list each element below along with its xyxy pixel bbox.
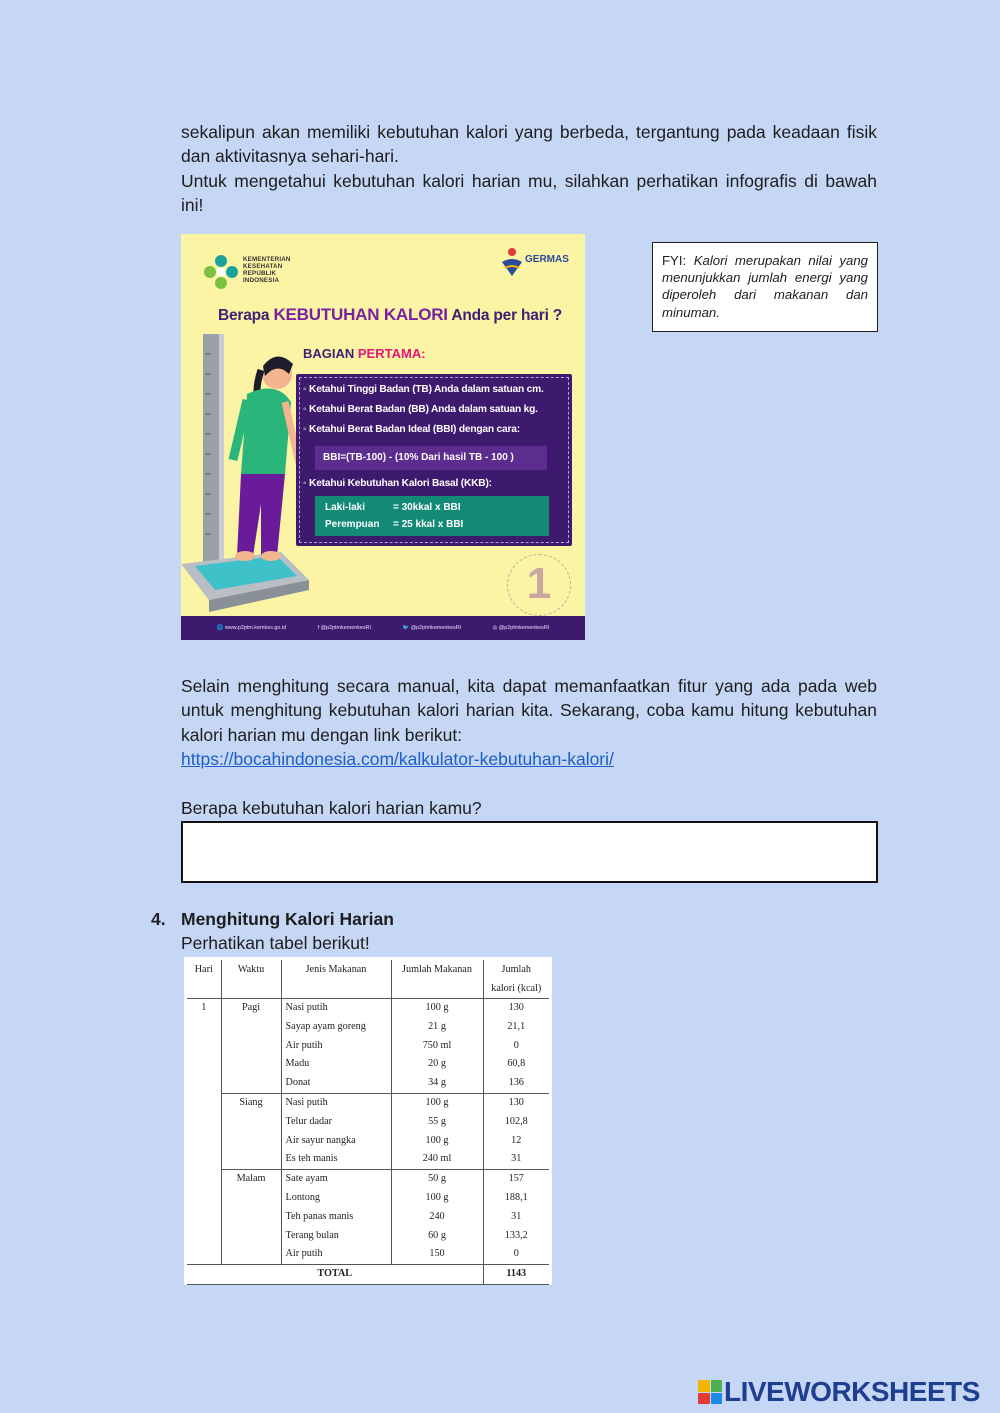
header-jenis: Jenis Makanan xyxy=(281,960,391,999)
liveworksheets-text: LIVEWORKSHEETS xyxy=(724,1376,980,1407)
table-row xyxy=(187,999,549,1018)
cell-kalori: 133,2 xyxy=(504,1229,528,1241)
kkb-male-label: Laki-laki xyxy=(325,502,366,513)
twitter-icon: 🐦 xyxy=(402,625,411,631)
cell-kalori: 102,8 xyxy=(504,1115,528,1127)
food-calorie-table xyxy=(187,960,549,1285)
facebook-icon: f xyxy=(317,625,321,631)
cell-jumlah: 100 g xyxy=(391,1093,483,1112)
cell-kalori: 136 xyxy=(483,1074,549,1093)
food-table-image xyxy=(184,957,552,1285)
table-row xyxy=(187,1093,549,1112)
cell-jumlah: 240 ml xyxy=(391,1150,483,1169)
step-berat-badan: ◦ Ketahui Berat Badan (BB) Anda dalam satuan kg. xyxy=(303,404,538,415)
cell-kalori: 0 xyxy=(513,1248,519,1260)
header-jumlah: Jumlah Makanan xyxy=(391,960,483,999)
calorie-question: Berapa kebutuhan kalori harian kamu? xyxy=(181,798,482,818)
cell-jenis: Lontong xyxy=(281,1189,391,1208)
cell-kalori: 31 xyxy=(483,1150,549,1169)
intro-text-1: sekalipun akan memiliki kebutuhan kalori yang berbeda, tergantung pada keadaan fisik dan aktivitasnya sehari-hari. xyxy=(181,122,877,167)
header-waktu: Waktu xyxy=(221,960,281,999)
org-line: INDONESIA xyxy=(243,277,280,284)
cell-jenis: Air putih xyxy=(281,1245,391,1264)
calorie-answer-input[interactable] xyxy=(181,821,878,883)
footer-facebook: f @p2ptmkemenkesRI xyxy=(317,625,371,631)
kemenkes-name xyxy=(243,256,291,284)
cell-jenis: Sayap ayam goreng xyxy=(281,1018,391,1037)
step-tinggi-badan: ◦ Ketahui Tinggi Badan (TB) Anda dalam satuan cm. xyxy=(303,384,544,395)
cell-jumlah: 100 g xyxy=(391,1132,483,1151)
calculator-text: Selain menghitung secara manual, kita dapat memanfaatkan fitur yang ada pada web untuk menghitung kebutuhan kalori harian kita. Sekarang, coba kamu hitung kebutuhan kalori harian mu dengan link berikut: xyxy=(181,676,877,745)
total-label: TOTAL xyxy=(187,1265,483,1285)
fyi-prefix: FYI: xyxy=(662,253,687,268)
cell-waktu-malam: Malam xyxy=(221,1170,281,1265)
kkb-male-value: = 30kkal x BBI xyxy=(393,502,461,513)
cell-jumlah: 750 ml xyxy=(391,1037,483,1056)
cell-kalori: 31 xyxy=(511,1210,522,1222)
org-line: KESEHATAN xyxy=(243,263,283,270)
cell-jenis: Nasi putih xyxy=(281,1093,391,1112)
footer-twitter: 🐦 @p2ptmkemenkesRI xyxy=(402,625,462,631)
cell-waktu-siang: Siang xyxy=(221,1093,281,1169)
cell-hari: 1 xyxy=(187,999,221,1265)
kkb-female-row xyxy=(325,516,539,533)
instagram-icon: ◎ xyxy=(492,625,499,631)
footer-web: 🌐 www.p2ptm.kemkes.go.id xyxy=(216,625,287,631)
table-row xyxy=(187,1170,549,1189)
cell-jumlah: 21 g xyxy=(391,1018,483,1037)
kkb-male-row xyxy=(325,499,539,516)
kkb-box xyxy=(315,496,549,536)
bbi-formula: BBI=(TB-100) - (10% Dari hasil TB - 100 ) xyxy=(315,446,547,470)
cell-jenis: Teh panas manis xyxy=(281,1208,391,1227)
cell-jumlah: 100 g xyxy=(391,999,483,1018)
step-bbi: ◦ Ketahui Berat Badan Ideal (BBI) dengan cara: xyxy=(303,424,520,435)
section-subtitle: Perhatikan tabel berikut! xyxy=(181,933,370,953)
cell-kalori: 188,1 xyxy=(504,1191,528,1203)
cell-jenis: Terang bulan xyxy=(281,1227,391,1246)
org-line: REPUBLIK xyxy=(243,270,277,277)
section-number: 4. xyxy=(151,909,166,929)
total-value: 1143 xyxy=(483,1265,549,1285)
cell-jumlah: 55 g xyxy=(391,1113,483,1132)
kkb-female-label: Perempuan xyxy=(325,519,380,530)
cell-jumlah: 50 g xyxy=(391,1170,483,1189)
cell-jumlah: 34 g xyxy=(391,1074,483,1093)
step-kkb: ◦ Ketahui Kebutuhan Kalori Basal (KKB): xyxy=(303,478,492,489)
bagian-heading xyxy=(303,346,426,361)
kemenkes-logo-icon xyxy=(201,252,241,292)
cell-kalori: 130 xyxy=(508,1096,524,1108)
germas-label: GERMAS xyxy=(525,254,569,265)
cell-jumlah: 150 xyxy=(391,1245,483,1264)
cell-jenis: Sate ayam xyxy=(281,1170,391,1189)
calculator-paragraph xyxy=(181,674,877,771)
liveworksheets-icon xyxy=(698,1380,722,1404)
title-post: Anda per hari ? xyxy=(447,307,563,324)
cell-jenis: Telur dadar xyxy=(281,1113,391,1132)
cell-jenis: Es teh manis xyxy=(281,1150,391,1169)
cell-jenis: Madu xyxy=(281,1055,391,1074)
cell-jumlah: 100 g xyxy=(391,1189,483,1208)
header-kalori-1: Jumlah xyxy=(501,964,531,975)
infographic-footer xyxy=(181,616,585,640)
cell-kalori: 21,1 xyxy=(507,1020,526,1032)
germas-logo-icon xyxy=(499,246,525,280)
footer-instagram: ◎ @p2ptmkemenkesRI xyxy=(492,625,550,631)
cell-kalori: 130 xyxy=(508,1002,524,1013)
part-number: 1 xyxy=(507,554,571,616)
title-highlight: KEBUTUHAN KALORI xyxy=(273,305,448,324)
intro-text-2: Untuk mengetahui kebutuhan kalori harian mu, silahkan perhatikan infografis di bawah ini! xyxy=(181,170,877,215)
bagian-pre: BAGIAN xyxy=(303,346,358,361)
intro-paragraph xyxy=(181,120,877,217)
person-on-scale-illustration xyxy=(181,334,311,614)
cell-jenis: Air putih xyxy=(281,1037,391,1056)
org-line: KEMENTERIAN xyxy=(243,256,291,263)
cell-jumlah: 240 xyxy=(391,1208,483,1227)
section-title: Menghitung Kalori Harian xyxy=(181,909,394,929)
header-kalori-2: kalori (kcal) xyxy=(483,979,549,999)
calculator-link[interactable]: https://bocahindonesia.com/kalkulator-kebutuhan-kalori/ xyxy=(181,748,614,769)
cell-kalori: 0 xyxy=(513,1039,519,1051)
fyi-box xyxy=(652,242,878,332)
fyi-text: Kalori merupakan nilai yang menunjukkan jumlah energi yang diperoleh dari makanan dan minuman. xyxy=(662,253,868,320)
cell-jumlah: 20 g xyxy=(391,1055,483,1074)
cell-jenis: Air sayur nangka xyxy=(281,1132,391,1151)
liveworksheets-logo xyxy=(698,1376,980,1408)
cell-jenis: Nasi putih xyxy=(281,999,391,1018)
cell-jenis: Donat xyxy=(281,1074,391,1093)
infographic-title xyxy=(218,305,562,325)
cell-kalori: 157 xyxy=(508,1173,524,1185)
cell-kalori: 12 xyxy=(511,1134,522,1146)
kkb-female-value: = 25 kkal x BBI xyxy=(393,519,464,530)
title-pre: Berapa xyxy=(218,307,274,324)
cell-waktu-pagi: Pagi xyxy=(221,999,281,1094)
calorie-infographic xyxy=(181,234,585,640)
total-row xyxy=(187,1265,549,1285)
header-hari: Hari xyxy=(187,960,221,999)
bagian-highlight: PERTAMA: xyxy=(357,346,426,361)
cell-kalori: 60,8 xyxy=(507,1058,526,1070)
cell-jumlah: 60 g xyxy=(391,1227,483,1246)
globe-icon: 🌐 xyxy=(216,625,225,631)
